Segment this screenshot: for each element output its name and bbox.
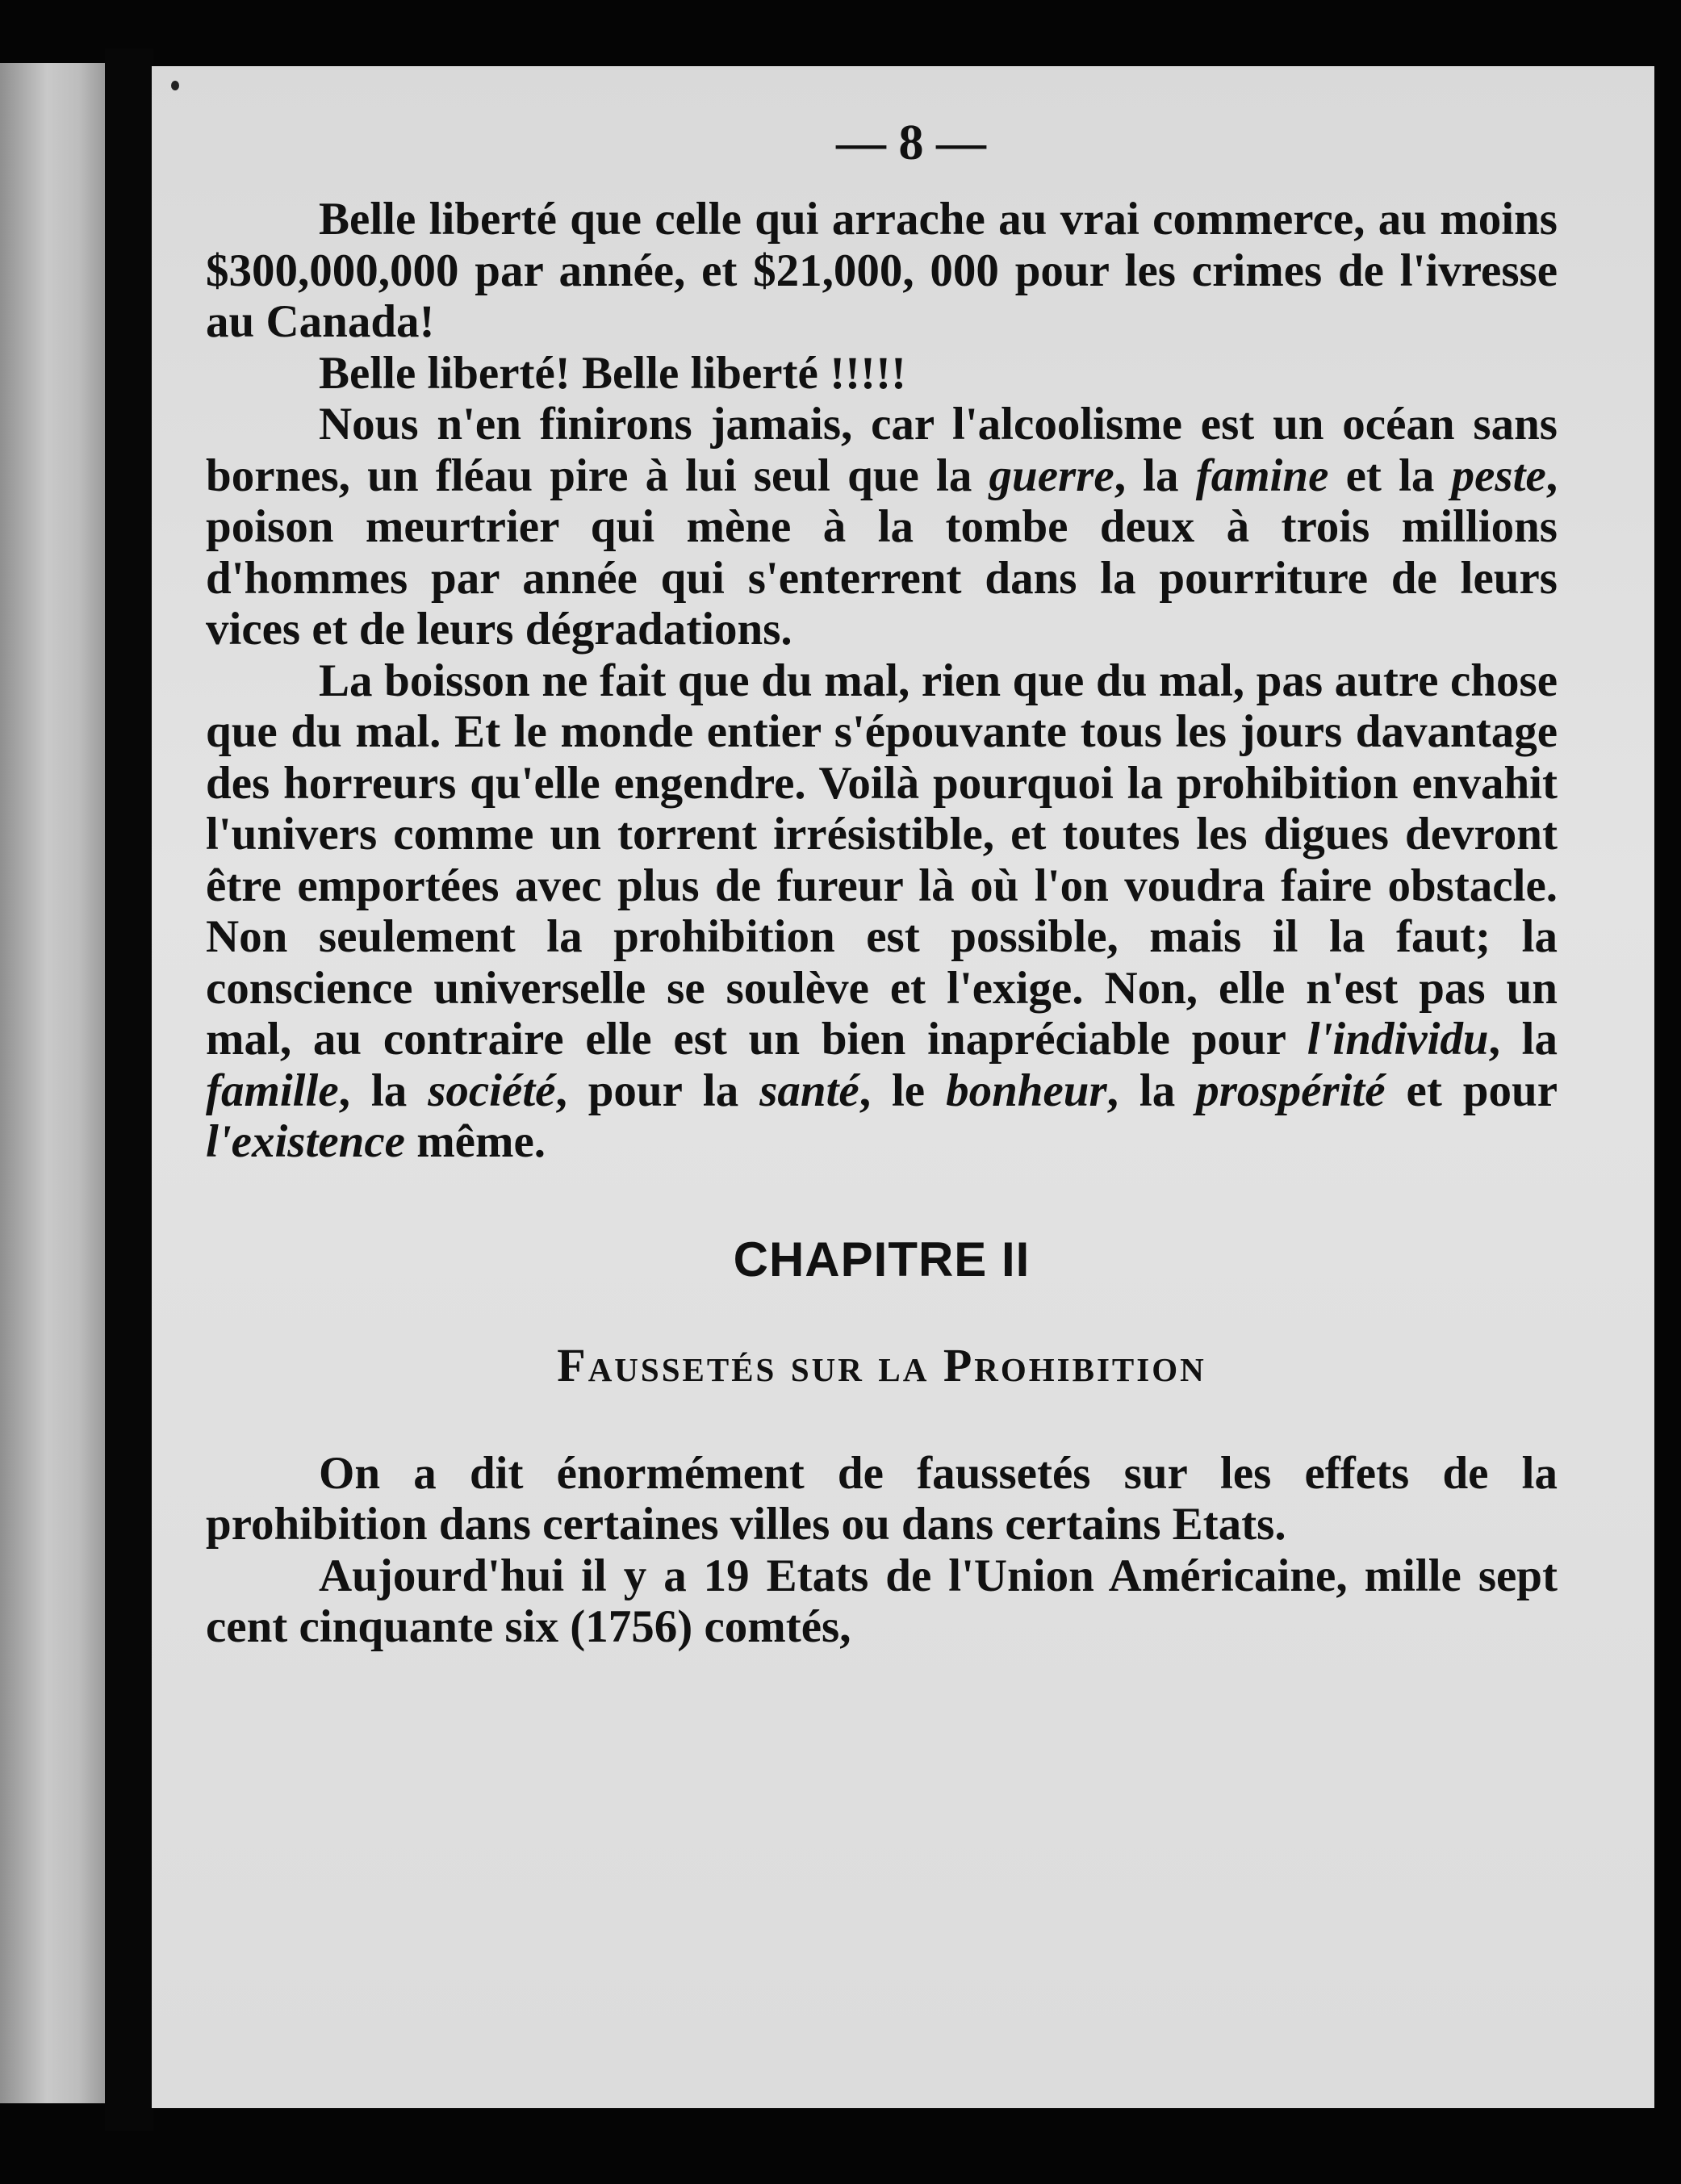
italic-term: peste: [1451, 450, 1546, 501]
italic-term: l'existence: [206, 1116, 405, 1167]
text-run: , la: [338, 1065, 429, 1116]
paragraph-1: Belle liberté que celle qui arrache au vrai commerce, au moins $300,000,000 par année, et $21,000, 000 pour les crimes de l'ivresse au Canada!: [206, 194, 1558, 347]
text-run: La boisson ne fait que du mal, rien que du mal, pas autre chose que du mal. Et le monde entier s'épouvante tous les jours davantage des horreurs qu'elle engendre. Voilà pourquoi la prohibition envahit l'univers comme un torrent irrésistible, et toutes les digues devront être emportées avec plus de fureur là où l'on voudra faire obstacle. Non seulement la prohibition est possible, mais il la faut; la conscience universelle se soulève et l'exige. Non, elle n'est pas un mal, au contraire elle est un bien inapréciable pour: [206, 655, 1558, 1065]
chapter-heading: CHAPITRE II: [733, 1232, 1031, 1287]
text-run: et pour: [1385, 1065, 1558, 1116]
italic-term: santé: [759, 1065, 859, 1116]
italic-term: guerre: [989, 450, 1114, 501]
text-run: , le: [859, 1065, 947, 1116]
paragraph-2: Belle liberté! Belle liberté !!!!!: [319, 347, 906, 399]
text-run: , la: [1114, 450, 1196, 501]
text-run: et la: [1328, 450, 1452, 501]
text-run: , la: [1488, 1014, 1558, 1065]
paragraph-6: Aujourd'hui il y a 19 Etats de l'Union Américaine, mille sept cent cinquante six (1756) comtés,: [206, 1550, 1558, 1652]
chapter-subtitle: Faussetés sur la Prohibition: [557, 1339, 1206, 1391]
text-run: , poison meurtrier qui mène à la tombe deux à trois millions d'hommes par année qui s'enterrent dans la pourriture de leurs vices et de leurs dégradations.: [206, 450, 1558, 655]
italic-term: l'individu: [1307, 1014, 1489, 1065]
paragraph-4: [206, 655, 1558, 1168]
italic-term: famille: [206, 1065, 339, 1116]
book-gutter: [105, 48, 153, 2131]
page-number: — 8 —: [836, 115, 986, 170]
text-run: même.: [404, 1116, 546, 1167]
text-run: , pour la: [555, 1065, 760, 1116]
italic-term: famine: [1195, 450, 1329, 501]
page-body: [206, 194, 1558, 1653]
text-run: , la: [1106, 1065, 1197, 1116]
paragraph-3: [206, 399, 1558, 655]
italic-term: société: [428, 1065, 556, 1116]
scan-speck: [171, 81, 179, 90]
paragraph-5: On a dit énormément de faussetés sur les effets de la prohibition dans certaines villes ou dans certains Etats.: [206, 1447, 1558, 1550]
adjacent-page-edge: [0, 63, 105, 2103]
italic-term: bonheur: [946, 1065, 1107, 1116]
italic-term: prospérité: [1196, 1065, 1386, 1116]
text-run: Nous n'en finirons jamais, car l'alcoolisme est un océan sans bornes, un fléau pire à lui seul que la: [206, 399, 1558, 501]
